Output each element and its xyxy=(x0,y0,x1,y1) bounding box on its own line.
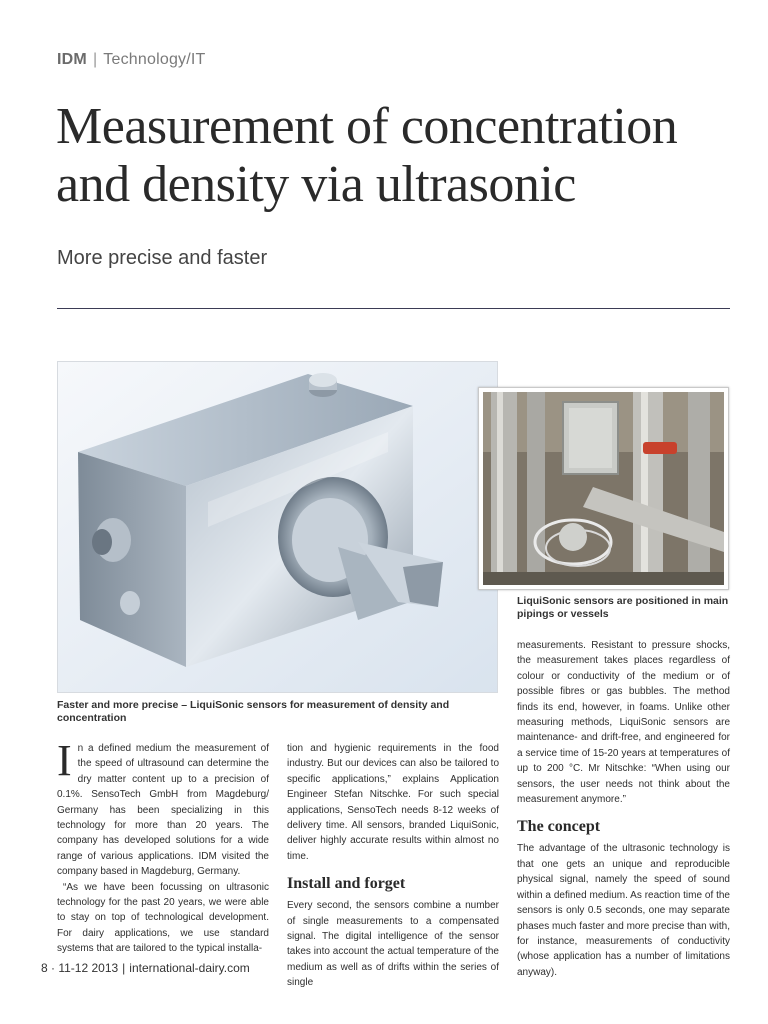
magazine-brand: IDM xyxy=(57,51,87,68)
heading-install-and-forget: Install and forget xyxy=(287,875,406,893)
sensor-product-photo xyxy=(57,361,498,693)
article-column-2 xyxy=(287,741,499,991)
intro-paragraph: In a defined medium the measurement of the speed of ultrasound can determine the dry matter content up to a precision of 0.1%. SensoTech GmbH from Magdeburg/ Germany has been specializing in this technology for more than 20 years. The company has developed solutions for a wide range of various applications. IDM visited the company based in Magdeburg, Germany. xyxy=(57,736,269,878)
footer-separator: | xyxy=(122,961,126,975)
quote-paragraph: “As we have been focussing on ultrasonic technology for the past 20 years, we were able to stay on top of technological development. For dairy applications, we use standard systems that are tailored to the typical installa- xyxy=(57,881,269,955)
heading-the-concept: The concept xyxy=(517,818,601,836)
drop-cap: I xyxy=(57,736,72,785)
paragraph: The advantage of the ultrasonic technology is that one gets an unique and reproducible physical signal, namely the speed of sound within a defined medium. As reaction time of the sensors is only 0.5 seconds, one may separate phases much faster and more precise than with, for instance, measurements of conductivity (whose application has a number of limitations anyway). xyxy=(517,843,730,978)
page-number-date: 8 · 11-12 2013 xyxy=(41,961,119,975)
article-column-1 xyxy=(57,736,269,957)
side-photo-caption: LiquiSonic sensors are positioned in main pipings or vessels xyxy=(517,595,729,620)
paragraph: measurements. Resistant to pressure shocks, the measurement takes places regardless of colour or conductivity of the medium or of possible fibres or gas bubbles. The method finds its end, however, in foams. Unlike other measuring methods, LiquiSonic sensors are maintenance- and drift-free, and engineered for a service time of 15-20 years at temperatures of up to 200 °C. Mr Nitschke: “When using our sensors, the user needs not think about the measurement anymore.” xyxy=(517,640,730,806)
website-link[interactable]: international-dairy.com xyxy=(129,961,250,975)
section-header xyxy=(57,51,206,69)
main-photo-caption: Faster and more precise – LiquiSonic sensors for measurement of density and concentration xyxy=(57,699,450,724)
title-divider xyxy=(57,308,730,309)
paragraph: Every second, the sensors combine a number of single measurements to a compensated signal. The digital intelligence of the sensor takes into account the actual temperature of the medium as well as of drifts within the series of single xyxy=(287,900,499,989)
paragraph: tion and hygienic requirements in the food industry. But our devices can also be tailored to specific applications,” explains Application Engineer Stefan Nitschke. For such special applications, SensoTech needs 8-12 weeks of delivery time. All sensors, branded LiquiSonic, deliver highly accurate results within almost no time. xyxy=(287,743,499,862)
article-subtitle: More precise and faster xyxy=(57,247,268,269)
pipes-installation-photo xyxy=(478,387,729,590)
article-title: Measurement of concentration and density via ultrasonic xyxy=(56,98,678,213)
page-footer xyxy=(41,961,250,975)
article-column-3 xyxy=(517,638,730,980)
section-label: Technology/IT xyxy=(103,51,206,68)
header-separator: | xyxy=(92,51,98,68)
